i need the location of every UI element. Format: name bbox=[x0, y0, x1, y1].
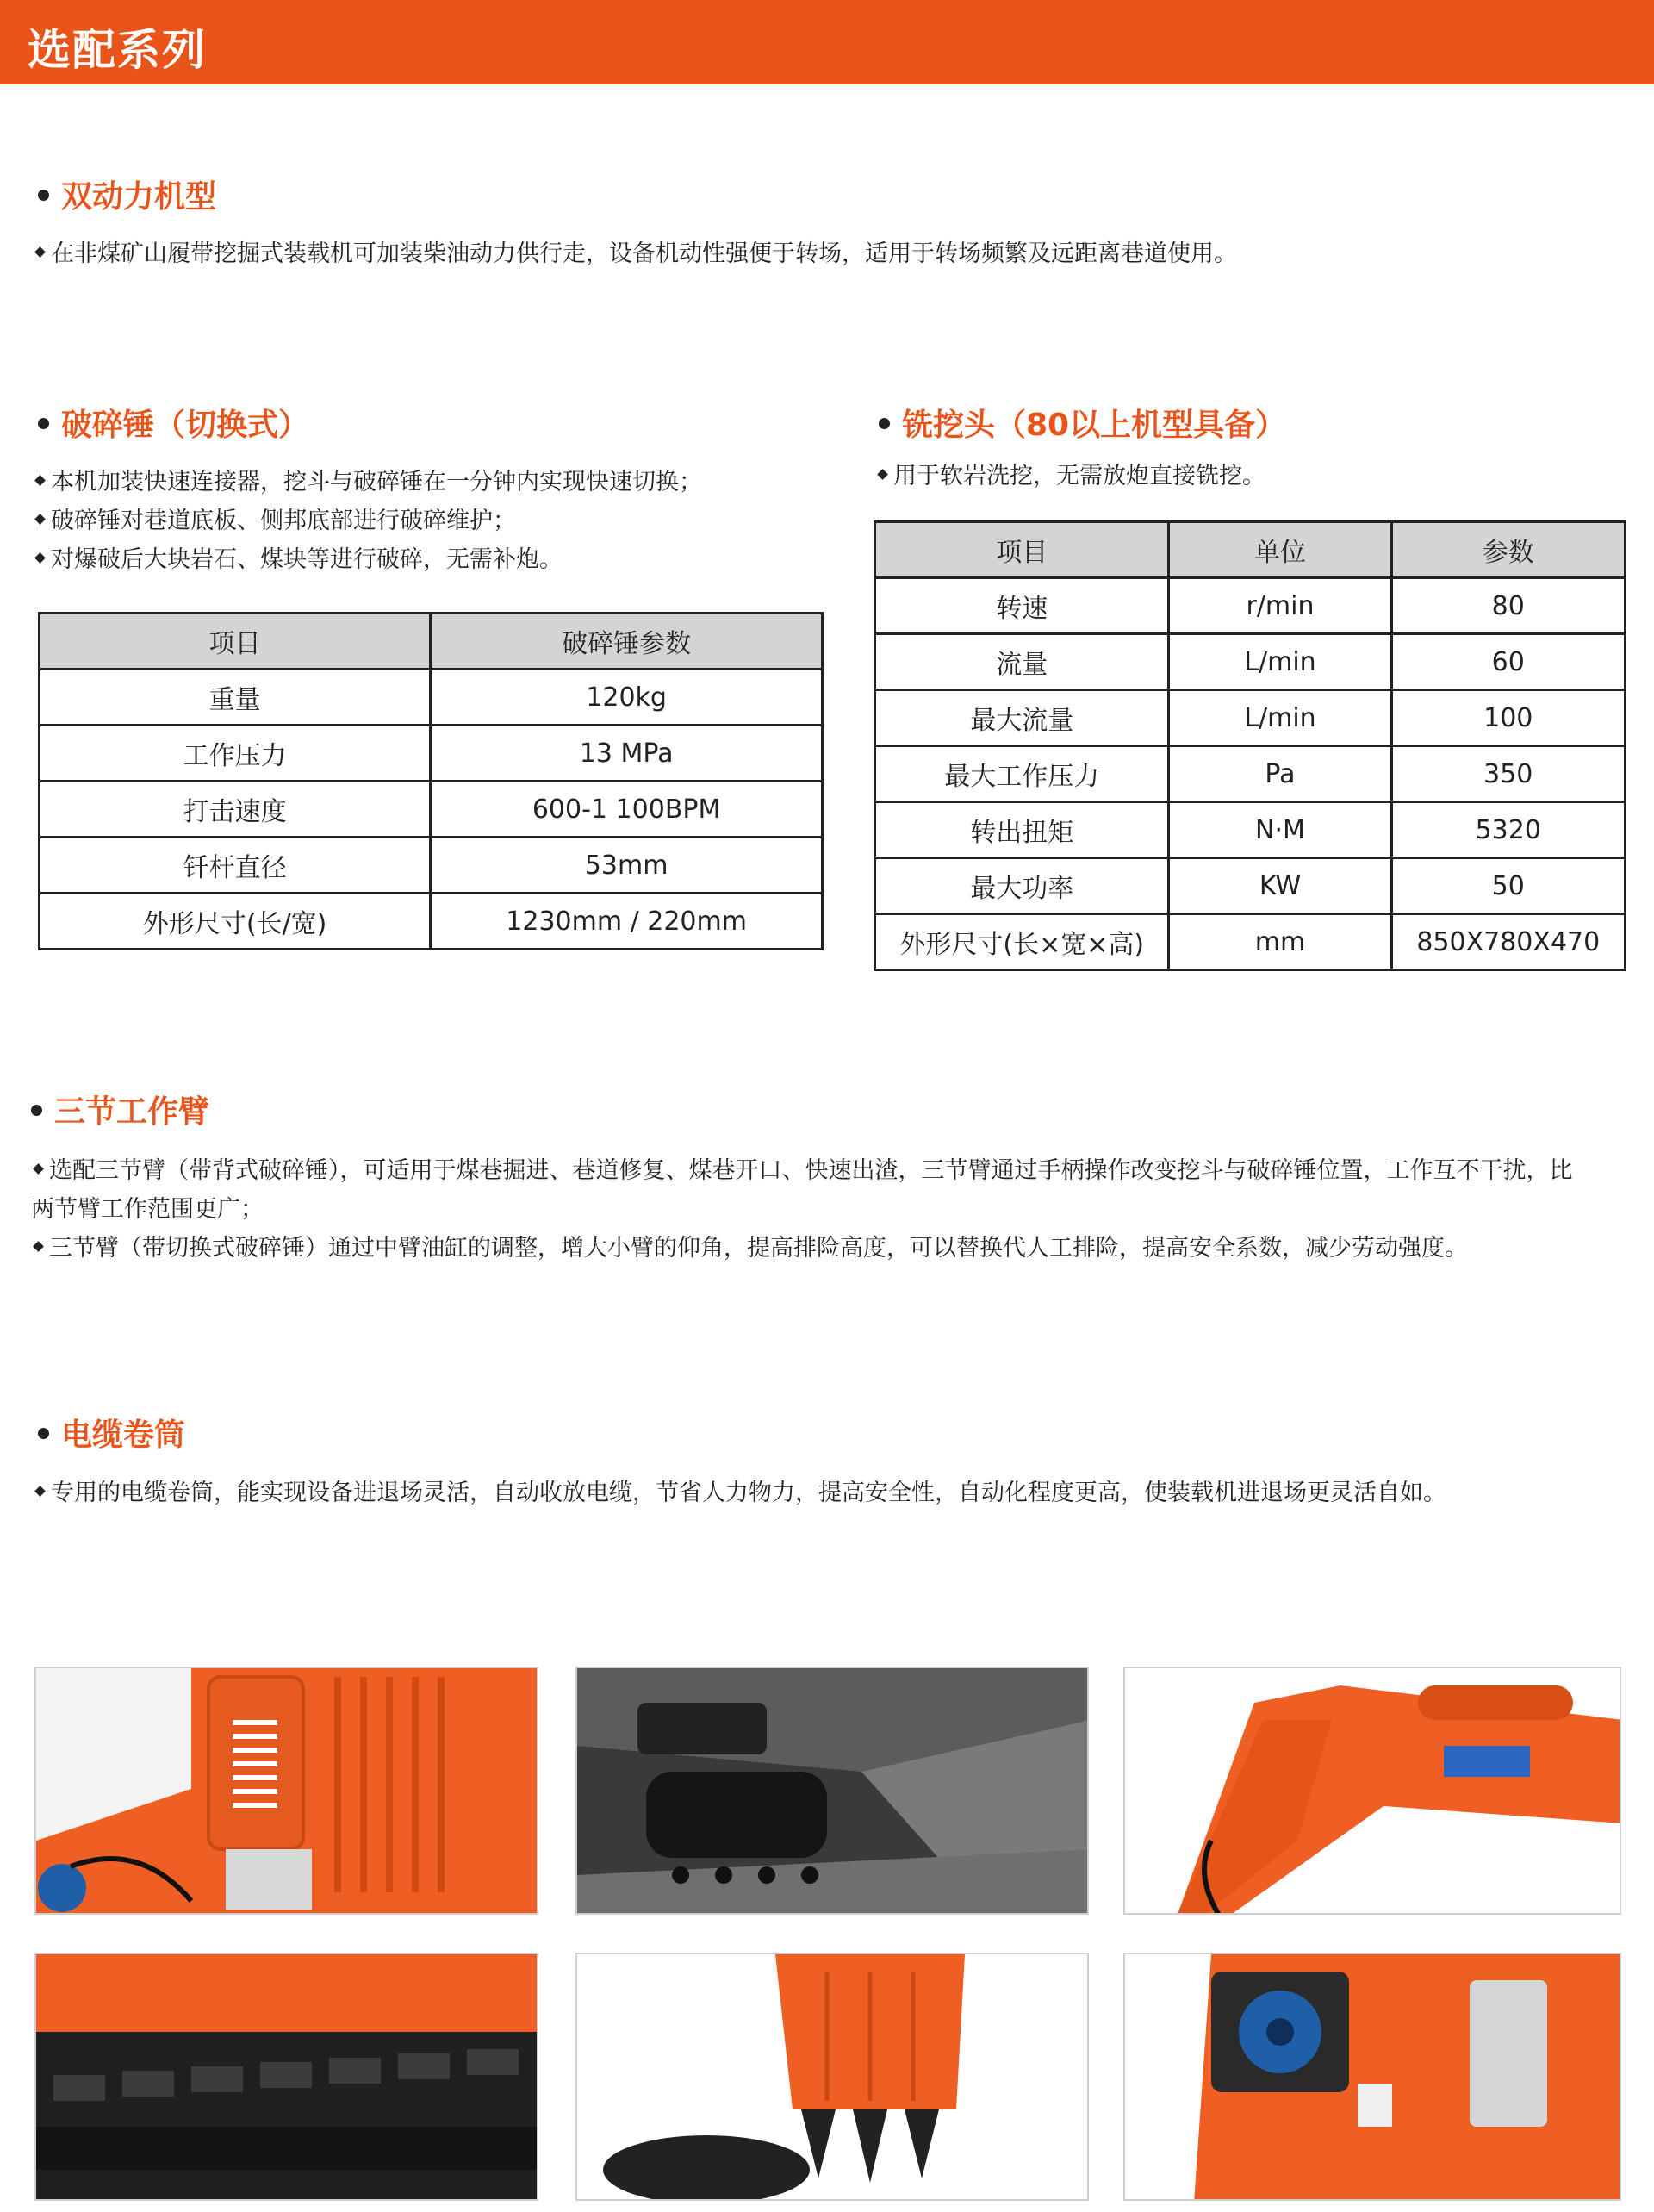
photo-three-section-arm bbox=[1123, 1667, 1621, 1915]
bucket-teeth-image bbox=[577, 1954, 1089, 2201]
diamond-bullet-icon bbox=[34, 552, 46, 564]
bullet-dot-icon bbox=[38, 418, 49, 429]
table-cell: 80 bbox=[1391, 578, 1625, 634]
table-cell: L/min bbox=[1169, 634, 1391, 690]
table-cell: Pa bbox=[1169, 746, 1391, 802]
table-cell: 最大功率 bbox=[875, 858, 1169, 914]
table-header-cell: 破碎锤参数 bbox=[431, 614, 823, 670]
table-row bbox=[875, 746, 1626, 802]
diamond-bullet-icon bbox=[877, 469, 888, 480]
table-header-cell: 参数 bbox=[1391, 522, 1625, 578]
table-cell: N·M bbox=[1169, 802, 1391, 858]
table-cell: 最大流量 bbox=[875, 690, 1169, 746]
bullet-dot-icon bbox=[38, 190, 49, 201]
paragraph-line: 在非煤矿山履带挖掘式装载机可加装柴油动力供行走，设备机动性强便于转场，适用于转场频繁及远距离巷道使用。 bbox=[33, 234, 1626, 273]
milling-spec-table bbox=[874, 520, 1626, 971]
table-cell: 350 bbox=[1391, 746, 1625, 802]
table-cell: 外形尺寸(长×宽×高) bbox=[875, 914, 1169, 970]
section-title-cable-reel: 电缆卷筒 bbox=[38, 1411, 185, 1455]
diamond-bullet-icon bbox=[34, 1486, 46, 1497]
bullet-dot-icon bbox=[31, 1105, 42, 1116]
table-row bbox=[875, 858, 1626, 914]
hammer-description bbox=[33, 463, 843, 579]
three-section-arm-image bbox=[1125, 1668, 1621, 1915]
table-cell: mm bbox=[1169, 914, 1391, 970]
table-row bbox=[875, 578, 1626, 634]
table-row bbox=[40, 670, 823, 726]
paragraph-line: 用于软岩洗挖，无需放炮直接铣挖。 bbox=[875, 457, 1633, 495]
bullet-dot-icon bbox=[879, 418, 890, 429]
paragraph-line: 选配三节臂（带背式破碎锤），可适用于煤巷掘进、巷道修复、煤巷开口、快速出渣，三节臂通过手柄操作改变挖斗与破碎锤位置，工作互不干扰，比两节臂工作范围更广； bbox=[31, 1157, 1573, 1223]
photo-machine-cab bbox=[34, 1667, 538, 1915]
paragraph-line: 对爆破后大块岩石、煤块等进行破碎，无需补炮。 bbox=[33, 540, 843, 579]
photo-bucket-teeth bbox=[575, 1953, 1089, 2201]
diamond-bullet-icon bbox=[33, 1241, 44, 1252]
table-row bbox=[40, 782, 823, 838]
table-row bbox=[40, 894, 823, 950]
table-cell: 最大工作压力 bbox=[875, 746, 1169, 802]
table-cell: 50 bbox=[1391, 858, 1625, 914]
table-row bbox=[875, 634, 1626, 690]
section-title-dual-power: 双动力机型 bbox=[38, 172, 216, 216]
page-title: 选配系列 bbox=[28, 25, 207, 75]
table-cell: 5320 bbox=[1391, 802, 1625, 858]
cable-reel-image bbox=[1125, 1954, 1621, 2201]
table-cell: 外形尺寸(长/宽) bbox=[40, 894, 431, 950]
hammer-spec-table bbox=[38, 612, 824, 950]
table-cell: 转出扭矩 bbox=[875, 802, 1169, 858]
photo-crawler-track bbox=[34, 1953, 538, 2201]
table-row bbox=[875, 802, 1626, 858]
table-cell: 13 MPa bbox=[431, 726, 823, 782]
section-title-hammer: 破碎锤（切换式） bbox=[38, 401, 309, 445]
bullet-dot-icon bbox=[38, 1428, 49, 1439]
diamond-bullet-icon bbox=[34, 514, 46, 525]
table-cell: 工作压力 bbox=[40, 726, 431, 782]
arm-description bbox=[31, 1151, 1590, 1268]
paragraph-line: 破碎锤对巷道底板、侧邦底部进行破碎维护； bbox=[33, 502, 843, 540]
machine-cab-image bbox=[36, 1668, 538, 1915]
diamond-bullet-icon bbox=[34, 246, 46, 258]
table-row bbox=[875, 690, 1626, 746]
section-title-three-section-arm: 三节工作臂 bbox=[31, 1087, 209, 1131]
table-cell: 100 bbox=[1391, 690, 1625, 746]
table-cell: 流量 bbox=[875, 634, 1169, 690]
conveyor-chain-image bbox=[577, 1668, 1089, 1915]
photo-conveyor-chain bbox=[575, 1667, 1089, 1915]
table-cell: r/min bbox=[1169, 578, 1391, 634]
table-header-cell: 单位 bbox=[1169, 522, 1391, 578]
table-cell: 钎杆直径 bbox=[40, 838, 431, 894]
photo-cable-reel bbox=[1123, 1953, 1621, 2201]
table-cell: 转速 bbox=[875, 578, 1169, 634]
header-bar bbox=[0, 0, 1654, 84]
table-cell: 120kg bbox=[431, 670, 823, 726]
table-cell: 60 bbox=[1391, 634, 1625, 690]
paragraph-line: 专用的电缆卷筒，能实现设备进退场灵活，自动收放电缆，节省人力物力，提高安全性，自动化程度更高，使装载机进退场更灵活自如。 bbox=[33, 1474, 1626, 1512]
paragraph-line: 本机加装快速连接器，挖斗与破碎锤在一分钟内实现快速切换； bbox=[33, 463, 843, 502]
table-cell: 53mm bbox=[431, 838, 823, 894]
section-title-milling-head: 铣挖头（80以上机型具备） bbox=[879, 401, 1286, 445]
table-row bbox=[40, 726, 823, 782]
table-header-cell: 项目 bbox=[40, 614, 431, 670]
table-cell: KW bbox=[1169, 858, 1391, 914]
table-header-row bbox=[875, 522, 1626, 578]
diamond-bullet-icon bbox=[33, 1163, 44, 1175]
table-row bbox=[40, 838, 823, 894]
dual-power-description bbox=[33, 234, 1626, 273]
table-header-cell: 项目 bbox=[875, 522, 1169, 578]
table-cell: 1230mm / 220mm bbox=[431, 894, 823, 950]
table-cell: 重量 bbox=[40, 670, 431, 726]
table-row bbox=[875, 914, 1626, 970]
diamond-bullet-icon bbox=[34, 475, 46, 486]
table-cell: 850X780X470 bbox=[1391, 914, 1625, 970]
table-cell: 600-1 100BPM bbox=[431, 782, 823, 838]
crawler-track-image bbox=[36, 1954, 538, 2201]
milling-description bbox=[875, 457, 1633, 495]
cable-description bbox=[33, 1474, 1626, 1512]
paragraph-line: 三节臂（带切换式破碎锤）通过中臂油缸的调整，增大小臂的仰角，提高排险高度，可以替换代人工排险，提高安全系数，减少劳动强度。 bbox=[31, 1229, 1590, 1268]
table-header-row bbox=[40, 614, 823, 670]
table-cell: L/min bbox=[1169, 690, 1391, 746]
table-cell: 打击速度 bbox=[40, 782, 431, 838]
